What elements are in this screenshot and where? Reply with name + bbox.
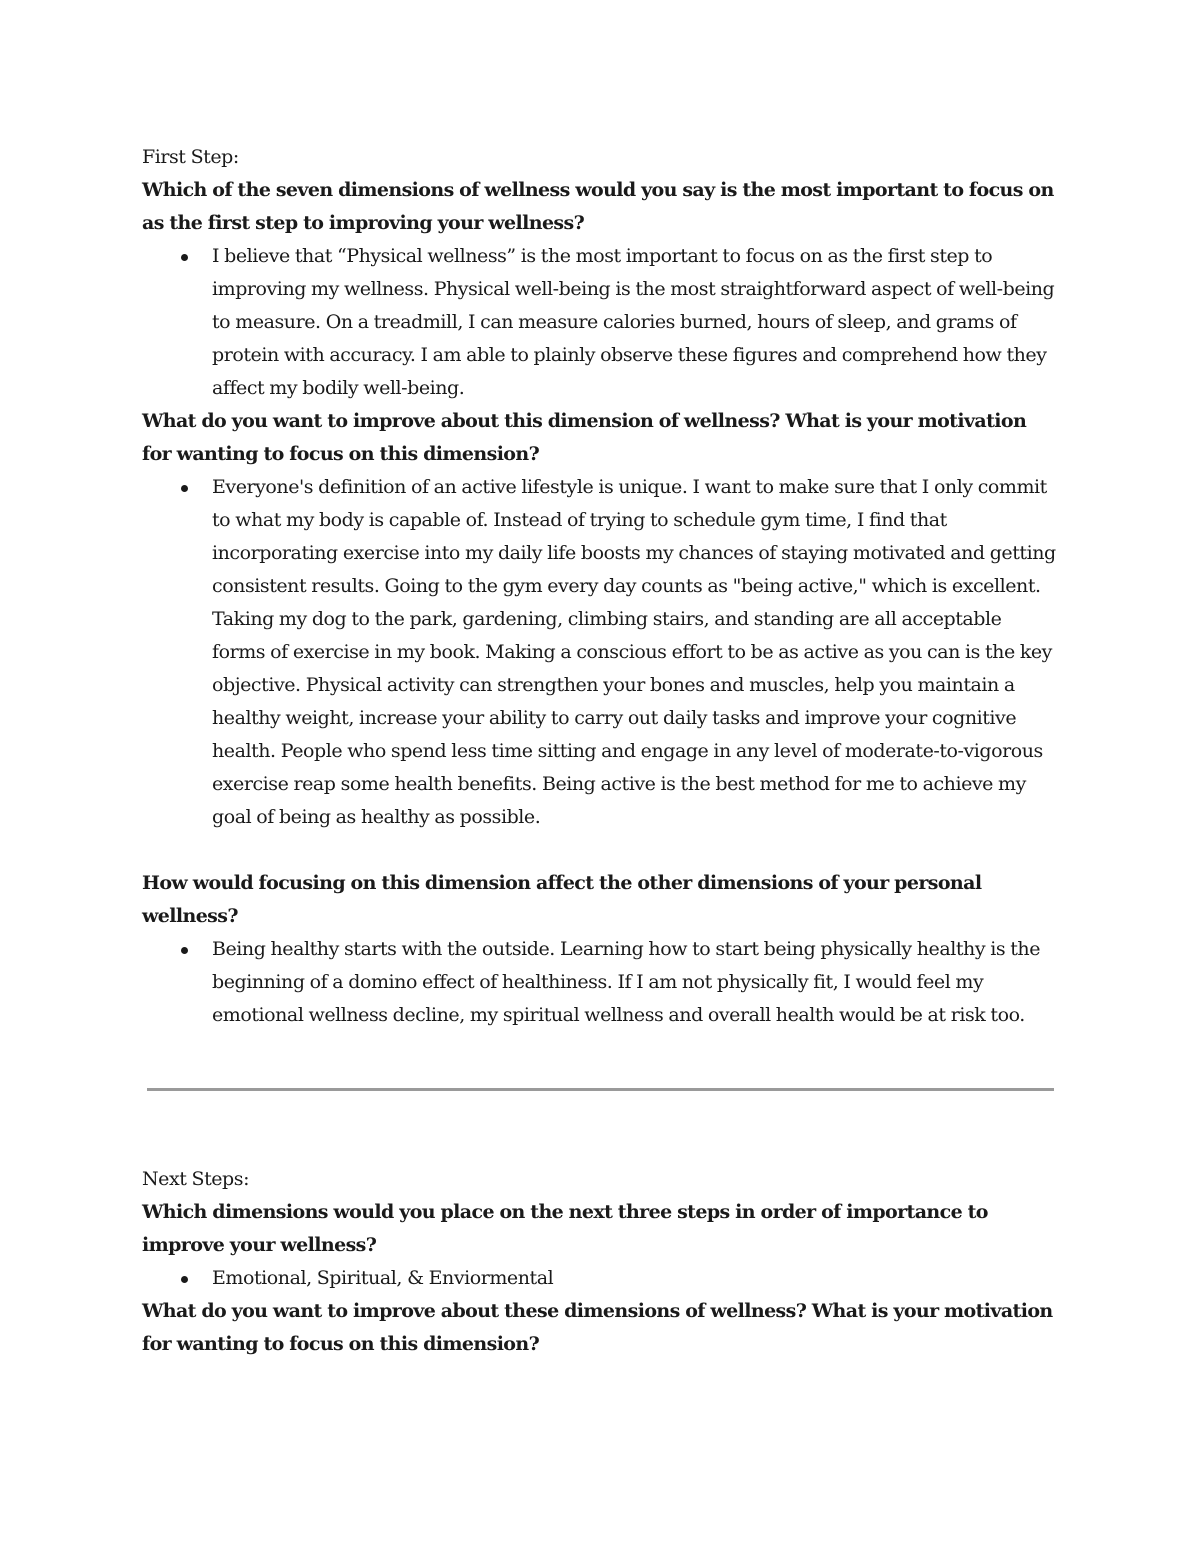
question-affect-other-dimensions: How would focusing on this dimension affect the other dimensions of your personal wellness? <box>142 872 982 927</box>
answer-domino-effect: Being healthy starts with the outside. Learning how to start being physically healthy is the beginning of a domino effect of healthiness. If I am not physically fit, I would feel my emotional wellness decline, my spiritual wellness and overall health would be at risk too. <box>212 938 1040 1026</box>
question-most-important-dimension: Which of the seven dimensions of wellness would you say is the most important to focus on as the first step to improving your wellness? <box>142 179 1054 234</box>
answer-list-3 <box>142 933 1058 1032</box>
answer-list-4 <box>142 1262 1058 1295</box>
document-page <box>142 141 1058 1361</box>
answer-list-2 <box>142 471 1058 834</box>
answer-list-1 <box>142 240 1058 405</box>
list-item <box>212 240 1058 405</box>
question-next-three-steps: Which dimensions would you place on the next three steps in order of importance to improve your wellness? <box>142 1201 988 1256</box>
answer-next-dimensions: Emotional, Spiritual, & Enviormental <box>212 1267 554 1289</box>
bullet-icon <box>181 1276 188 1283</box>
section-divider-wrapper <box>142 1032 1058 1163</box>
bullet-icon <box>181 485 188 492</box>
answer-physical-wellness: I believe that “Physical wellness” is the most important to focus on as the first step to improving my wellness. Physical well-being is the most straightforward aspect of well-being to measure. On a treadmill, I can measure calories burned, hours of sleep, and grams of protein with accuracy. I am able to plainly observe these figures and comprehend how they affect my bodily well-being. <box>212 245 1055 399</box>
next-steps-label: Next Steps: <box>142 1168 250 1190</box>
question-improve-dimension: What do you want to improve about this dimension of wellness? What is your motivation for wanting to focus on this dimension? <box>142 410 1027 465</box>
list-item <box>212 1262 1058 1295</box>
horizontal-divider <box>147 1088 1054 1091</box>
question-improve-these-dimensions: What do you want to improve about these dimensions of wellness? What is your motivation for wanting to focus on this dimension? <box>142 1300 1053 1355</box>
answer-active-lifestyle: Everyone's definition of an active lifestyle is unique. I want to make sure that I only commit to what my body is capable of. Instead of trying to schedule gym time, I find that incorporating exercise into my daily life boosts my chances of staying motivated and getting consistent results. Going to the gym every day counts as "being active," which is excellent. Taking my dog to the park, gardening, climbing stairs, and standing are all acceptable forms of exercise in my book. Making a conscious effort to be as active as you can is the key objective. Physical activity can strengthen your bones and muscles, help you maintain a healthy weight, increase your ability to carry out daily tasks and improve your cognitive health. People who spend less time sitting and engage in any level of moderate-to-vigorous exercise reap some health benefits. Being active is the best method for me to achieve my goal of being as healthy as possible. <box>212 476 1056 828</box>
bullet-icon <box>181 947 188 954</box>
bullet-icon <box>181 254 188 261</box>
list-item <box>212 933 1058 1032</box>
paragraph-spacer <box>142 834 1058 867</box>
first-step-label: First Step: <box>142 146 239 168</box>
list-item <box>212 471 1058 834</box>
